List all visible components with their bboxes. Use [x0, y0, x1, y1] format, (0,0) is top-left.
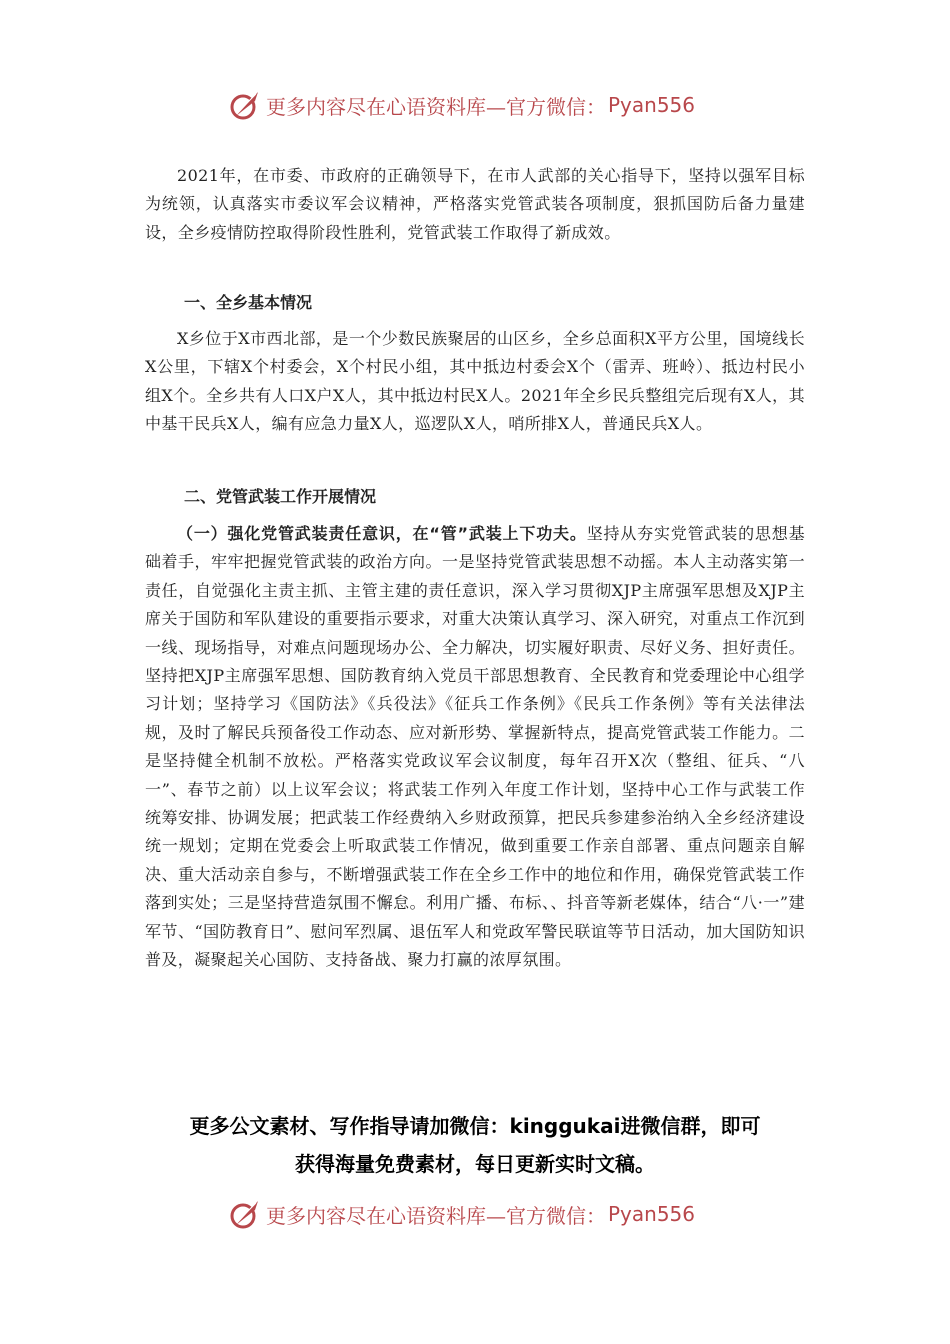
promo-notice: [100, 1107, 850, 1183]
promo-line-2: 获得海量免费素材，每日更新实时文稿。: [295, 1152, 655, 1176]
subsection-1-paragraph: [145, 520, 805, 975]
watermark-wechat-id: Pyan556: [608, 93, 696, 117]
watermark-wechat-id: Pyan556: [608, 1202, 696, 1226]
promo-line-1: 更多公文素材、写作指导请加微信：kinggukai进微信群，即可: [189, 1114, 761, 1138]
quill-logo-icon: [228, 88, 262, 122]
intro-paragraph: 2021年，在市委、市政府的正确领导下，在市人武部的关心指导下，坚持以强军目标为统领，认真落实市委议军会议精神，严格落实党管武装各项制度，狠抓国防后备力量建设，全乡疫情防控取得阶段性胜利，党管武装工作取得了新成效。: [145, 166, 805, 242]
quill-logo-icon: [228, 1197, 262, 1231]
section-2-heading: 二、党管武装工作开展情况: [184, 487, 377, 506]
footer-watermark: [228, 1194, 728, 1234]
section-1-paragraph: X乡位于X市西北部，是一个少数民族聚居的山区乡，全乡总面积X平方公里，国境线长X公里，下辖X个村委会，X个村民小组，其中抵边村委会X个（雷弄、班岭）、抵边村民小组X个。全乡共有人口X户X人，其中抵边村民X人。2021年全乡民兵整组完后现有X人，其中基干民兵X人，编有应急力量X人，巡逻队X人，哨所排X人，普通民兵X人。: [145, 329, 805, 434]
watermark-text: 更多内容尽在心语资料库—官方微信：: [266, 1203, 606, 1228]
header-watermark: [228, 85, 728, 125]
watermark-text: 更多内容尽在心语资料库—官方微信：: [266, 94, 606, 119]
subsection-1-body: 坚持从夯实党管武装的思想基础着手，牢牢把握党管武装的政治方向。一是坚持党管武装思想不动摇。本人主动落实第一责任，自觉强化主责主抓、主管主建的责任意识，深入学习贯彻XJP主席强军思想及XJP主席关于国防和军队建设的重要指示要求，对重大决策认真学习、深入研究，对重点工作沉到一线、现场指导，对难点问题现场办公、全力解决，切实履好职责、尽好义务、担好责任。坚持把XJP主席强军思想、国防教育纳入党员干部思想教育、全民教育和党委理论中心组学习计划；坚持学习《国防法》《兵役法》《征兵工作条例》《民兵工作条例》等有关法律法规，及时了解民兵预备役工作动态、应对新形势、掌握新特点，提高党管武装工作能力。二是坚持健全机制不放松。严格落实党政议军会议制度，每年召开X次（整组、征兵、“八一”、春节之前）以上议军会议；将武装工作列入年度工作计划，坚持中心工作与武装工作统筹安排、协调发展；把武装工作经费纳入乡财政预算，把民兵参建参治纳入全乡经济建设统一规划；定期在党委会上听取武装工作情况，做到重要工作亲自部署、重点问题亲自解决、重大活动亲自参与，不断增强武装工作在全乡工作中的地位和作用，确保党管武装工作落到实处；三是坚持营造氛围不懈怠。利用广播、布标、、抖音等新老媒体，结合“八·一”建军节、“国防教育日”、慰问军烈属、退伍军人和党政军警民联谊等节日活动，加大国防知识普及，凝聚起关心国防、支持备战、聚力打赢的浓厚氛围。: [145, 524, 805, 970]
subsection-1-lead: （一）强化党管武装责任意识，在“管”武装上下功夫。: [177, 524, 587, 543]
section-1-heading: 一、全乡基本情况: [184, 293, 313, 312]
